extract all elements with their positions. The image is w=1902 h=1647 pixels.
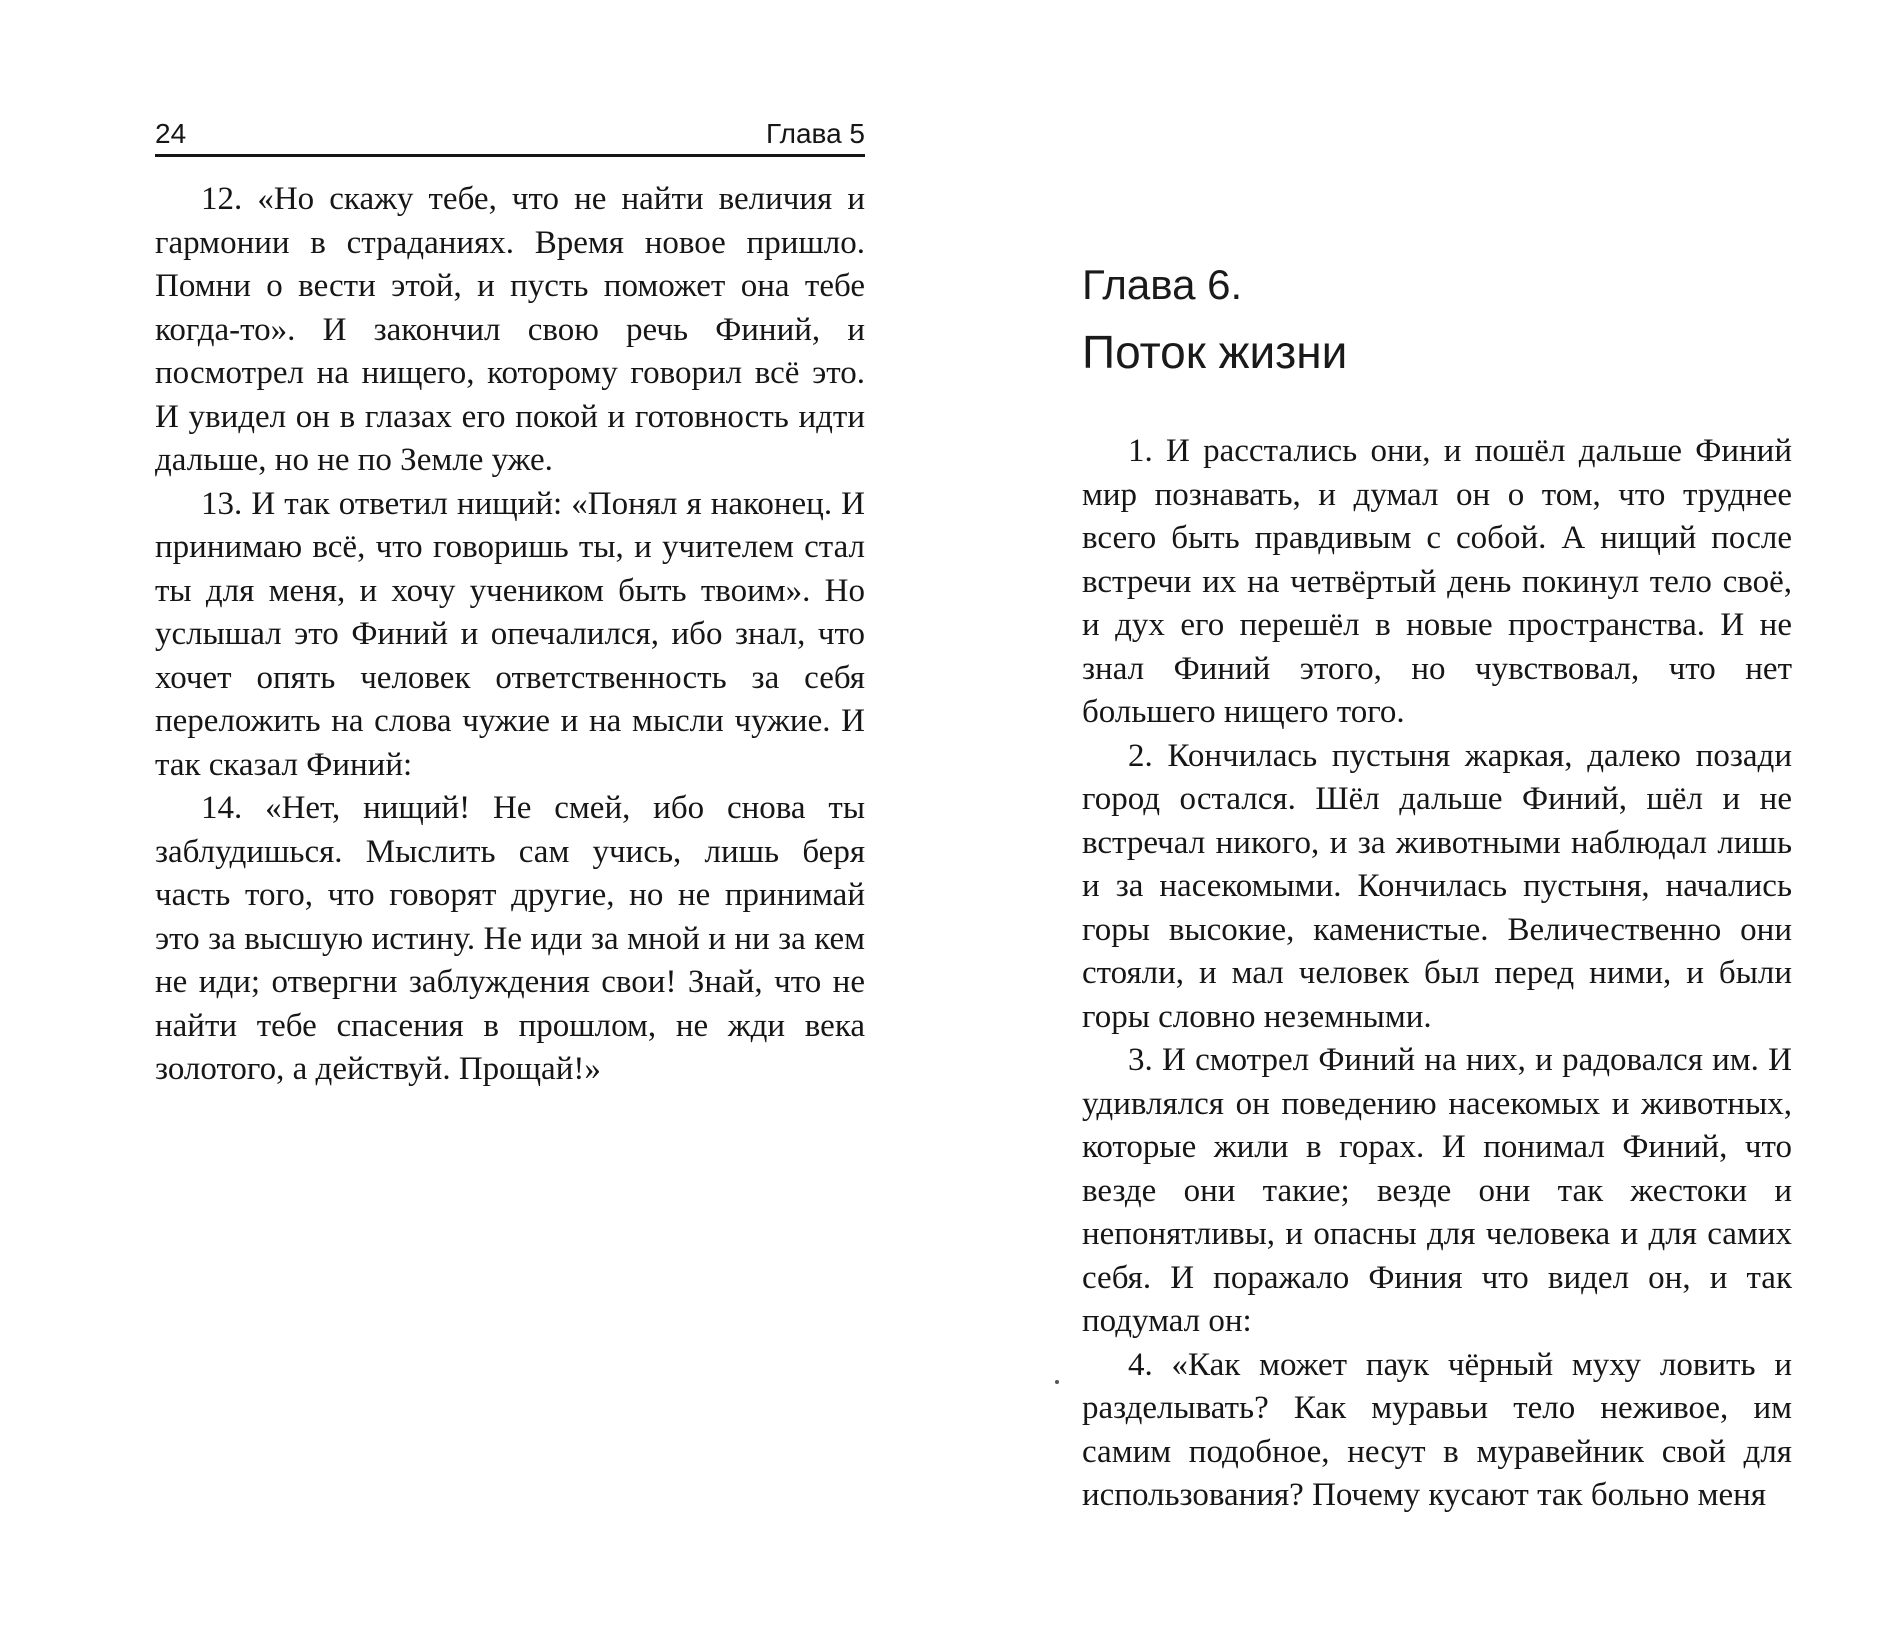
paragraph-12: 12. «Но скажу тебе, что не найти величия и гармонии в страданиях. Время новое пришло. Помни о вести этой, и пусть поможет она тебе когда-то». И закончил свою речь Финий, и посмотрел на нищего, которому говорил всё это. И увидел он в глазах его покой и готовность идти дальше, но не по Земле уже. xyxy=(155,181,865,478)
paragraph-2: 2. Кончилась пустыня жаркая, далеко позади город остался. Шёл дальше Финий, шёл и не встречал никого, и за животными наблюдал лишь и за насекомыми. Кончилась пустыня, начались горы высокие, каменистые. Величественно они стояли, и мал человек был перед ними, и были горы словно неземными. xyxy=(1082,737,1792,1035)
chapter-number: Глава 6. xyxy=(1082,261,1243,308)
right-text-block xyxy=(1082,430,1792,1518)
page-number: 24 xyxy=(155,118,187,149)
chapter-heading xyxy=(1082,255,1792,389)
paragraph-3: 3. И смотрел Финий на них, и радовался им. И удивлялся он поведению насекомых и животных, которые жили в горах. И понимал Финий, что везде они такие; везде они так жестоки и непонятливы, и опасны для человека и для самих себя. И поражало Финия что видел он, и так подумал он: xyxy=(1082,1042,1792,1339)
chapter-title: Поток жизни xyxy=(1082,326,1348,378)
paragraph-4: 4. «Как может паук чёрный муху ловить и разделывать? Как муравьи тело неживое, им самим подобное, несут в муравейник свой для использования? Почему кусают так больно меня xyxy=(1082,1346,1792,1513)
paragraph-1: 1. И расстались они, и пошёл дальше Финий мир познавать, и думал он о том, что труднее всего быть правдивым с собой. А нищий после встречи их на четвёртый день покинул тело своё, и дух его перешёл в новые пространства. И не знал Финий этого, но чувствовал, что нет большего нищего того. xyxy=(1082,433,1792,730)
print-speck xyxy=(1055,1380,1059,1384)
running-head xyxy=(155,112,865,156)
header-rule xyxy=(155,154,865,157)
paragraph-13: 13. И так ответил нищий: «Понял я наконец. И принимаю всё, что говоришь ты, и учителем стал ты для меня, и хочу учеником быть твоим». Но услышал это Финий и опечалился, ибо знал, что хочет опять человек ответственность за себя переложить на слова чужие и на мысли чужие. И так сказал Финий: xyxy=(155,485,865,783)
running-title: Глава 5 xyxy=(766,118,865,149)
left-text-block xyxy=(155,178,865,1092)
paragraph-14: 14. «Нет, нищий! Не смей, ибо снова ты заблудишься. Мыслить сам учись, лишь беря часть того, что говорят другие, но не принимай это за высшую истину. Не иди за мной и ни за кем не иди; отвергни заблуждения свои! Знай, что не найти тебе спасения в прошлом, не жди века золотого, а действуй. Прощай!» xyxy=(155,790,865,1087)
